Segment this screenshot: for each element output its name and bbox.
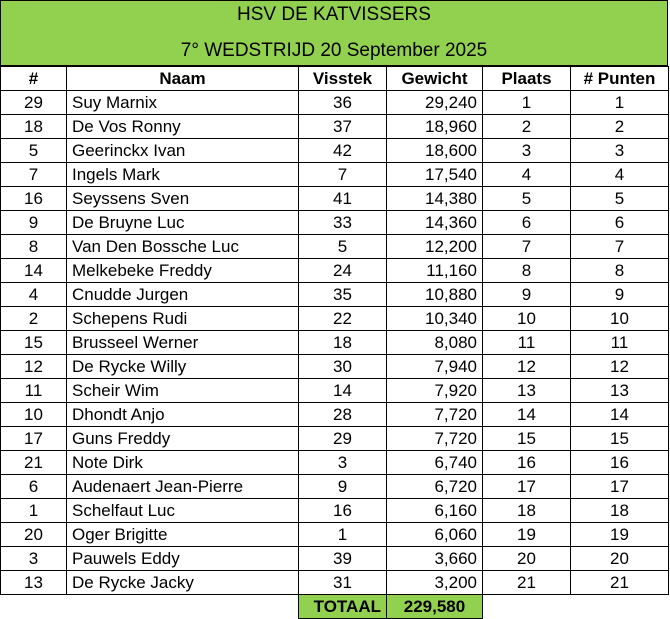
cell-naam: Brusseel Werner [67, 331, 299, 355]
cell-naam: Scheir Wim [67, 379, 299, 403]
table-row [1, 331, 669, 355]
table-row [1, 163, 669, 187]
col-header-plaats: Plaats [483, 67, 571, 91]
header-row [1, 67, 669, 91]
club-title: HSV DE KATVISSERS [237, 4, 431, 25]
total-empty-cell [483, 595, 571, 619]
cell-visstek: 30 [299, 355, 387, 379]
cell-gewicht: 14,380 [387, 187, 483, 211]
cell-punten: 9 [571, 283, 669, 307]
cell-gewicht: 7,920 [387, 379, 483, 403]
cell-naam: De Rycke Willy [67, 355, 299, 379]
cell-nr: 11 [1, 379, 67, 403]
cell-plaats: 7 [483, 235, 571, 259]
cell-plaats: 16 [483, 451, 571, 475]
table-row [1, 235, 669, 259]
cell-nr: 5 [1, 139, 67, 163]
cell-nr: 13 [1, 571, 67, 595]
cell-plaats: 12 [483, 355, 571, 379]
cell-gewicht: 6,160 [387, 499, 483, 523]
cell-visstek: 24 [299, 259, 387, 283]
cell-punten: 4 [571, 163, 669, 187]
cell-naam: Pauwels Eddy [67, 547, 299, 571]
cell-plaats: 11 [483, 331, 571, 355]
cell-nr: 20 [1, 523, 67, 547]
cell-punten: 6 [571, 211, 669, 235]
cell-visstek: 37 [299, 115, 387, 139]
cell-naam: Van Den Bossche Luc [67, 235, 299, 259]
cell-naam: Audenaert Jean-Pierre [67, 475, 299, 499]
cell-punten: 19 [571, 523, 669, 547]
table-row [1, 307, 669, 331]
cell-plaats: 10 [483, 307, 571, 331]
cell-plaats: 13 [483, 379, 571, 403]
cell-gewicht: 29,240 [387, 91, 483, 115]
total-label: TOTAAL [299, 595, 387, 619]
cell-naam: Melkebeke Freddy [67, 259, 299, 283]
cell-nr: 1 [1, 499, 67, 523]
cell-gewicht: 7,720 [387, 427, 483, 451]
cell-visstek: 16 [299, 499, 387, 523]
cell-naam: De Rycke Jacky [67, 571, 299, 595]
cell-gewicht: 3,200 [387, 571, 483, 595]
cell-punten: 12 [571, 355, 669, 379]
cell-visstek: 14 [299, 379, 387, 403]
cell-plaats: 18 [483, 499, 571, 523]
cell-visstek: 7 [299, 163, 387, 187]
table-row [1, 139, 669, 163]
cell-naam: Schelfaut Luc [67, 499, 299, 523]
cell-naam: Guns Freddy [67, 427, 299, 451]
cell-naam: Ingels Mark [67, 163, 299, 187]
table-row [1, 547, 669, 571]
cell-nr: 8 [1, 235, 67, 259]
cell-naam: Schepens Rudi [67, 307, 299, 331]
cell-visstek: 41 [299, 187, 387, 211]
table-row [1, 283, 669, 307]
results-table [0, 66, 669, 619]
cell-plaats: 17 [483, 475, 571, 499]
cell-nr: 7 [1, 163, 67, 187]
cell-gewicht: 14,360 [387, 211, 483, 235]
cell-naam: Dhondt Anjo [67, 403, 299, 427]
cell-punten: 15 [571, 427, 669, 451]
table-row [1, 427, 669, 451]
cell-nr: 4 [1, 283, 67, 307]
cell-gewicht: 6,740 [387, 451, 483, 475]
cell-punten: 8 [571, 259, 669, 283]
match-subtitle: 7° WEDSTRIJD 20 September 2025 [180, 40, 488, 61]
cell-plaats: 19 [483, 523, 571, 547]
cell-nr: 15 [1, 331, 67, 355]
cell-gewicht: 3,660 [387, 547, 483, 571]
table-row [1, 475, 669, 499]
cell-gewicht: 18,600 [387, 139, 483, 163]
cell-punten: 16 [571, 451, 669, 475]
total-row [1, 595, 669, 619]
table-row [1, 115, 669, 139]
cell-visstek: 22 [299, 307, 387, 331]
cell-punten: 10 [571, 307, 669, 331]
cell-visstek: 1 [299, 523, 387, 547]
cell-punten: 13 [571, 379, 669, 403]
cell-naam: Note Dirk [67, 451, 299, 475]
cell-naam: Oger Brigitte [67, 523, 299, 547]
cell-punten: 17 [571, 475, 669, 499]
cell-plaats: 15 [483, 427, 571, 451]
cell-visstek: 29 [299, 427, 387, 451]
table-row [1, 571, 669, 595]
cell-nr: 10 [1, 403, 67, 427]
cell-visstek: 5 [299, 235, 387, 259]
table-row [1, 91, 669, 115]
cell-nr: 6 [1, 475, 67, 499]
cell-punten: 14 [571, 403, 669, 427]
cell-plaats: 14 [483, 403, 571, 427]
col-header-punten: # Punten [571, 67, 669, 91]
cell-gewicht: 7,720 [387, 403, 483, 427]
table-row [1, 451, 669, 475]
cell-punten: 18 [571, 499, 669, 523]
col-header-nr: # [1, 67, 67, 91]
cell-nr: 29 [1, 91, 67, 115]
cell-nr: 18 [1, 115, 67, 139]
col-header-naam: Naam [67, 67, 299, 91]
cell-nr: 12 [1, 355, 67, 379]
cell-gewicht: 12,200 [387, 235, 483, 259]
cell-plaats: 21 [483, 571, 571, 595]
cell-gewicht: 11,160 [387, 259, 483, 283]
cell-plaats: 1 [483, 91, 571, 115]
cell-plaats: 6 [483, 211, 571, 235]
cell-plaats: 5 [483, 187, 571, 211]
cell-punten: 1 [571, 91, 669, 115]
col-header-visstek: Visstek [299, 67, 387, 91]
cell-nr: 14 [1, 259, 67, 283]
cell-naam: Cnudde Jurgen [67, 283, 299, 307]
table-row [1, 355, 669, 379]
cell-punten: 21 [571, 571, 669, 595]
cell-gewicht: 8,080 [387, 331, 483, 355]
cell-plaats: 20 [483, 547, 571, 571]
cell-visstek: 35 [299, 283, 387, 307]
cell-plaats: 3 [483, 139, 571, 163]
cell-visstek: 39 [299, 547, 387, 571]
total-value: 229,580 [387, 595, 483, 619]
cell-gewicht: 6,060 [387, 523, 483, 547]
header-banner [0, 0, 668, 66]
cell-naam: De Vos Ronny [67, 115, 299, 139]
cell-gewicht: 7,940 [387, 355, 483, 379]
cell-visstek: 18 [299, 331, 387, 355]
cell-punten: 7 [571, 235, 669, 259]
cell-nr: 9 [1, 211, 67, 235]
cell-nr: 21 [1, 451, 67, 475]
cell-gewicht: 10,880 [387, 283, 483, 307]
cell-plaats: 4 [483, 163, 571, 187]
cell-gewicht: 18,960 [387, 115, 483, 139]
cell-naam: Suy Marnix [67, 91, 299, 115]
col-header-gewicht: Gewicht [387, 67, 483, 91]
cell-nr: 16 [1, 187, 67, 211]
table-row [1, 403, 669, 427]
total-empty-cell [67, 595, 299, 619]
table-row [1, 259, 669, 283]
cell-nr: 3 [1, 547, 67, 571]
cell-visstek: 33 [299, 211, 387, 235]
cell-plaats: 9 [483, 283, 571, 307]
cell-plaats: 8 [483, 259, 571, 283]
cell-naam: Geerinckx Ivan [67, 139, 299, 163]
cell-punten: 20 [571, 547, 669, 571]
cell-nr: 2 [1, 307, 67, 331]
cell-plaats: 2 [483, 115, 571, 139]
cell-punten: 2 [571, 115, 669, 139]
table-row [1, 187, 669, 211]
cell-punten: 5 [571, 187, 669, 211]
cell-visstek: 42 [299, 139, 387, 163]
cell-gewicht: 10,340 [387, 307, 483, 331]
cell-visstek: 31 [299, 571, 387, 595]
total-empty-cell [571, 595, 669, 619]
cell-visstek: 36 [299, 91, 387, 115]
table-row [1, 211, 669, 235]
table-row [1, 379, 669, 403]
total-empty-cell [1, 595, 67, 619]
results-body [1, 91, 669, 619]
table-row [1, 499, 669, 523]
cell-naam: Seyssens Sven [67, 187, 299, 211]
table-row [1, 523, 669, 547]
cell-naam: De Bruyne Luc [67, 211, 299, 235]
cell-visstek: 3 [299, 451, 387, 475]
cell-punten: 11 [571, 331, 669, 355]
cell-visstek: 28 [299, 403, 387, 427]
cell-punten: 3 [571, 139, 669, 163]
cell-nr: 17 [1, 427, 67, 451]
cell-gewicht: 6,720 [387, 475, 483, 499]
cell-visstek: 9 [299, 475, 387, 499]
cell-gewicht: 17,540 [387, 163, 483, 187]
